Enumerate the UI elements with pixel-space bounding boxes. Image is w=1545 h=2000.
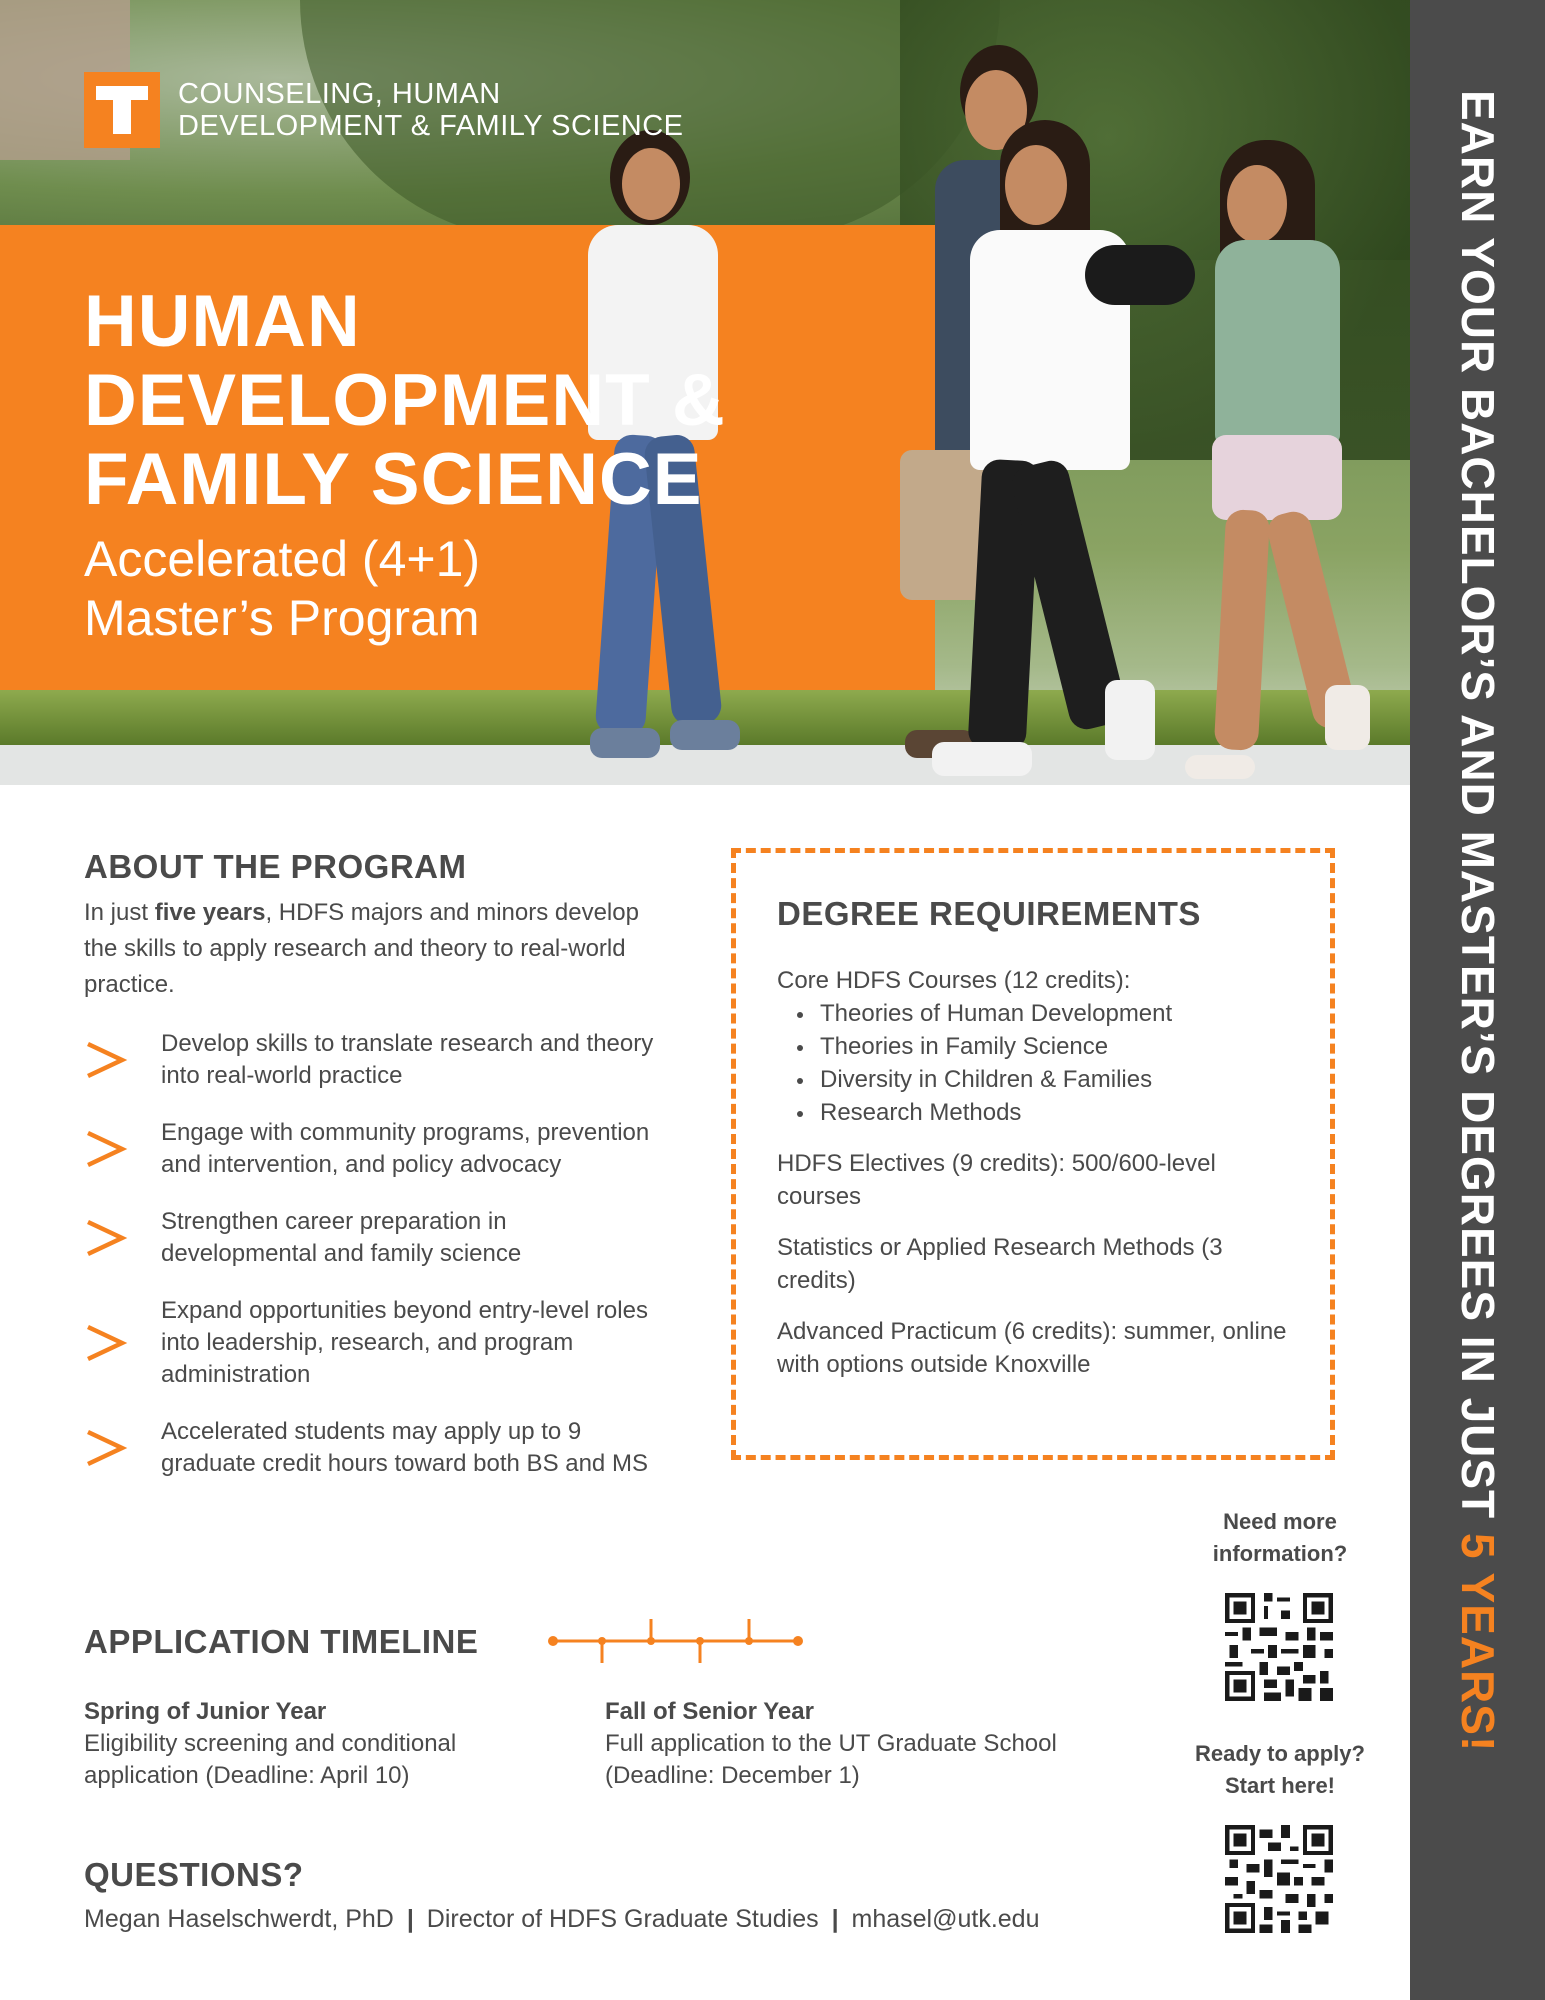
college-logo — [84, 72, 684, 148]
electives-requirement: HDFS Electives (9 credits): 500/600-level courses — [777, 1150, 1216, 1210]
practicum-requirement: Advanced Practicum (6 credits): summer, online with options outside Knoxville — [777, 1318, 1287, 1378]
contact-name: Megan Haselschwerdt, PhD — [84, 1905, 394, 1933]
college-name: COUNSELING, HUMAN DEVELOPMENT & FAMILY SCIENCE — [178, 78, 684, 142]
program-title: HUMAN DEVELOPMENT & FAMILY SCIENCE — [84, 281, 726, 520]
timeline-graphic — [548, 1615, 808, 1665]
list-item: Strengthen career preparation in developmental and family science — [84, 1206, 664, 1270]
chevron-right-icon — [84, 1038, 128, 1082]
side-banner-highlight: 5 YEARS! — [1452, 1532, 1504, 1753]
apply-qr-label: Ready to apply? Start here! — [1195, 1741, 1365, 1798]
list-item: Theories of Human Development — [777, 997, 1297, 1030]
chevron-right-icon — [84, 1127, 128, 1171]
core-course-list — [777, 997, 1297, 1129]
list-item: Develop skills to translate research and theory into real-world practice — [84, 1028, 664, 1092]
timeline-heading: APPLICATION TIMELINE — [84, 1623, 479, 1660]
contact-line: Megan Haselschwerdt, PhD | Director of HDFS Graduate Studies | mhasel@utk.edu — [84, 1905, 1040, 1933]
timeline-step: Spring of Junior Year Eligibility screening and conditional application (Deadline: April 10) — [84, 1698, 457, 1789]
list-item: Accelerated students may apply up to 9 graduate credit hours toward both BS and MS — [84, 1416, 664, 1480]
about-bullet-list — [84, 1028, 664, 1480]
program-subtitle: Accelerated (4+1) Master’s Program — [84, 531, 481, 646]
list-item: Expand opportunities beyond entry-level roles into leadership, research, and program administration — [84, 1295, 664, 1391]
list-item: Engage with community programs, prevention and intervention, and policy advocacy — [84, 1117, 664, 1181]
questions-heading: QUESTIONS? — [84, 1856, 304, 1893]
power-t-icon — [84, 72, 160, 148]
chevron-right-icon — [84, 1321, 128, 1365]
list-item: Theories in Family Science — [777, 1030, 1297, 1063]
about-heading: ABOUT THE PROGRAM — [84, 848, 467, 885]
chevron-right-icon — [84, 1216, 128, 1260]
list-item: Research Methods — [777, 1096, 1297, 1129]
core-courses: Core HDFS Courses (12 credits): Theories of Human Development Theories in Family Science Diversity in Children & Families Research Methods — [777, 964, 1297, 1129]
info-qr-label: Need more information? — [1212, 1509, 1348, 1566]
chevron-right-icon — [84, 1426, 128, 1470]
about-intro: In just five years, HDFS majors and minors develop the skills to apply research and theory to real-world practice. — [84, 899, 639, 998]
qr-code-icon[interactable] — [1225, 1593, 1333, 1701]
list-item: Diversity in Children & Families — [777, 1063, 1297, 1096]
contact-role: Director of HDFS Graduate Studies — [426, 1905, 819, 1933]
statistics-requirement: Statistics or Applied Research Methods (3 credits) — [777, 1234, 1223, 1294]
qr-code-icon[interactable] — [1225, 1825, 1333, 1933]
side-banner-text: EARN YOUR BACHELOR’S AND MASTER’S DEGREES IN JUST 5 YEARS! — [1452, 90, 1504, 1753]
contact-email[interactable]: mhasel@utk.edu — [851, 1905, 1040, 1933]
degree-heading: DEGREE REQUIREMENTS — [777, 895, 1201, 932]
timeline-step: Fall of Senior Year Full application to the UT Graduate School (Deadline: December 1) — [605, 1698, 1057, 1789]
